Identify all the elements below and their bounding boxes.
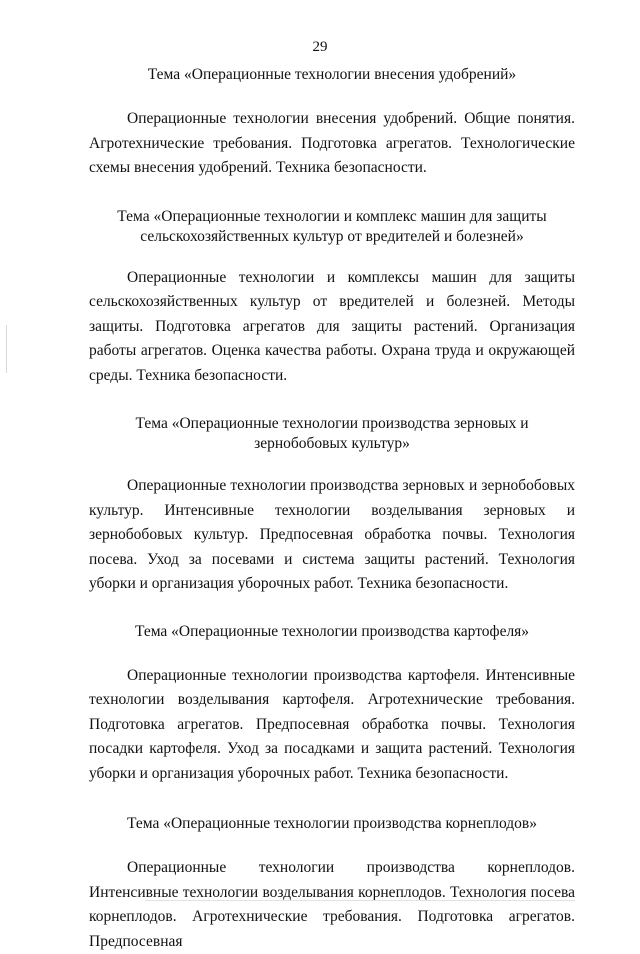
section-title: Тема «Операционные технологии и комплекс машин для защиты сельскохозяйственных культур от вредителей и болезней»: [117, 207, 547, 245]
page-number: 29: [312, 39, 328, 55]
section-title: Тема «Операционные технологии внесения удобрений»: [147, 66, 517, 83]
section-body: Операционные технологии производства картофеля. Интенсивные технологии возделывания картофеля. Агротехнические требования. Подготовка агрегатов. Предпосевная обработка почвы. Технология посадки картофеля. Уход за посадками и защита растений. Технология уборки и организация уборочных работ. Техника безопасности.: [89, 666, 575, 782]
section-plant-protection: [89, 207, 575, 389]
section-fertilizer: [89, 65, 575, 181]
section-body: Операционные технологии и комплексы машин для защиты сельскохозяйственных культур от вредителей и болезней. Методы защиты. Подготовка агрегатов для защиты растений. Организация работы агрегатов. Оценка качества работы. Охрана труда и окружающей среды. Техника безопасности.: [89, 268, 575, 384]
scan-artifact-bottom: [145, 900, 575, 901]
section-title: Тема «Операционные технологии производства картофеля»: [134, 622, 530, 640]
section-body: Операционные технологии производства зерновых и зернобобовых культур. Интенсивные технологии возделывания зерновых и зернобобовых культур. Предпосевная обработка почвы. Технология посева. Уход за посевами и система защиты растений. Технология уборки и организация уборочных работ. Техника безопасности.: [89, 477, 575, 592]
section-grain-crops: [89, 414, 575, 597]
section-title: Тема «Операционные технологии производства корнеплодов»: [126, 815, 537, 832]
document-content: [89, 57, 575, 954]
section-title: Тема «Операционные технологии производства зерновых и зернобобовых культур»: [135, 415, 529, 452]
section-root-crops: [89, 814, 575, 954]
section-potato: [89, 622, 575, 787]
section-body: Операционные технологии производства корнеплодов. Интенсивные технологии возделывания корнеплодов. Технология посева корнеплодов. Агротехнические требования. Подготовка агрегатов. Предпосевная: [89, 859, 575, 950]
section-body: Операционные технологии внесения удобрений. Общие понятия. Агротехнические требования. Подготовка агрегатов. Технологические схемы внесения удобрений. Техника безопасности.: [89, 110, 575, 176]
scan-artifact-left: [6, 325, 7, 373]
